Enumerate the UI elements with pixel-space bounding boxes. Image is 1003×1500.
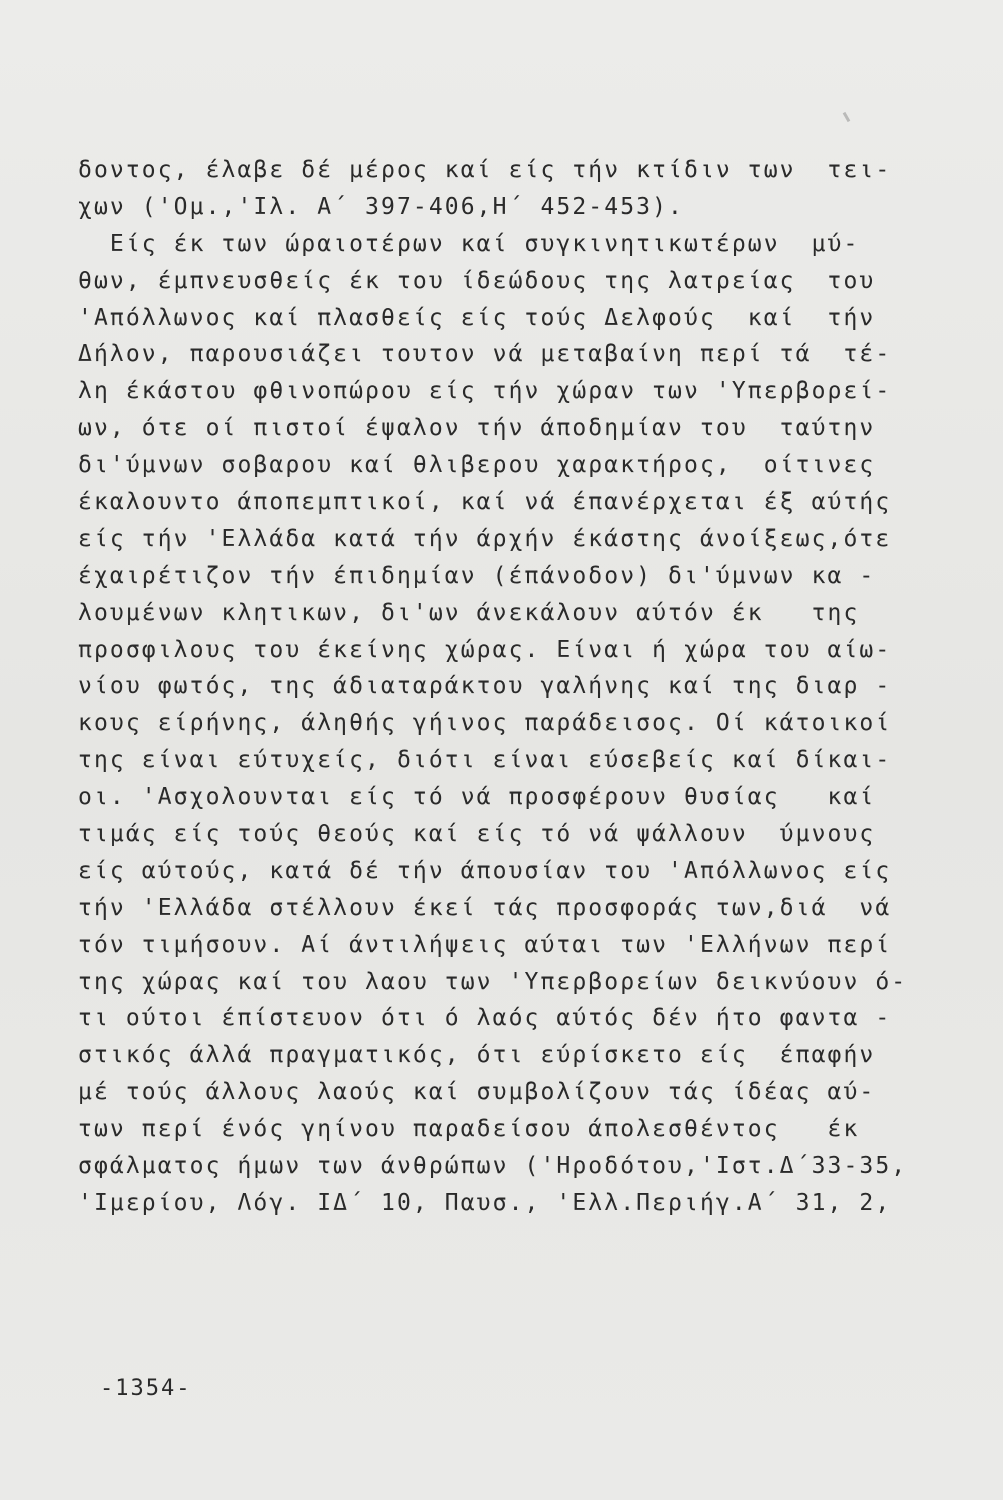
text-line-20: είς αύτούς, κατά δέ τήν άπουσίαν του 'Απόλλωνος είς <box>78 857 892 884</box>
text-line-1: δοντος, έλαβε δέ μέρος καί είς τήν κτίδιν των τει- <box>78 157 892 183</box>
text-line-24: τι ούτοι έπίστευον ότι ό λαός αύτός δέν ήτο φαντα - <box>78 1005 892 1032</box>
body-text <box>78 152 958 1222</box>
text-line-21: τήν 'Ελλάδα στέλλουν έκεί τάς προσφοράς των,διά νά <box>78 894 892 921</box>
text-line-11: είς τήν 'Ελλάδα κατά τήν άρχήν έκάστης άνοίξεως,ότε <box>78 525 892 552</box>
text-line-2: χων ('Ομ.,'Ιλ. Α΄ 397-406,Η΄ 452-453). <box>78 193 684 220</box>
text-line-26: μέ τούς άλλους λαούς καί συμβολίζουν τάς ίδέας αύ- <box>78 1079 876 1106</box>
page-number: -1354- <box>100 1376 192 1401</box>
text-line-12: έχαιρέτιζον τήν έπιδημίαν (έπάνοδον) δι'ύμνων κα - <box>78 562 876 589</box>
text-line-5: 'Απόλλωνος καί πλασθείς είς τούς Δελφούς καί τήν <box>78 304 876 331</box>
text-line-19: τιμάς είς τούς θεούς καί είς τό νά ψάλλουν ύμνους <box>78 821 876 848</box>
text-line-25: στικός άλλά πραγματικός, ότι εύρίσκετο είς έπαφήν <box>78 1042 876 1069</box>
text-line-29: 'Ιμερίου, Λόγ. ΙΔ΄ 10, Παυσ., 'Ελλ.Περιήγ.Α΄ 31, 2, <box>78 1189 892 1216</box>
text-line-22: τόν τιμήσουν. Αί άντιλήψεις αύται των 'Ελλήνων περί <box>78 931 892 958</box>
text-line-9: δι'ύμνων σοβαρου καί θλιβερου χαρακτήρος, οίτινες <box>78 452 876 479</box>
text-line-16: κους είρήνης, άληθής γήινος παράδεισος. Οί κάτοικοί <box>78 710 892 737</box>
text-line-4: θων, έμπνευσθείς έκ του ίδεώδους της λατρείας του <box>78 267 876 294</box>
text-line-18: οι. 'Ασχολουνται είς τό νά προσφέρουν θυσίας καί <box>78 784 876 811</box>
text-line-23: της χώρας καί του λαου των 'Υπερβορείων δεικνύουν ό- <box>78 968 908 995</box>
text-line-3: Είς έκ των ώραιοτέρων καί συγκινητικωτέρων μύ- <box>78 230 860 257</box>
text-line-28: σφάλματος ήμων των άνθρώπων ('Ηροδότου,'Ιστ.Δ΄33-35, <box>78 1153 908 1180</box>
text-line-15: νίου φωτός, της άδιαταράκτου γαλήνης καί της διαρ - <box>78 673 892 700</box>
text-line-14: προσφιλους του έκείνης χώρας. Είναι ή χώρα του αίω- <box>78 636 892 663</box>
text-line-13: λουμένων κλητικων, δι'ων άνεκάλουν αύτόν έκ της <box>78 599 860 626</box>
scan-speck <box>843 112 851 122</box>
text-line-17: της είναι εύτυχείς, διότι είναι εύσεβείς καί δίκαι- <box>78 747 892 774</box>
text-line-10: έκαλουντο άποπεμπτικοί, καί νά έπανέρχεται έξ αύτής <box>78 489 892 516</box>
text-line-27: των περί ένός γηίνου παραδείσου άπολεσθέντος έκ <box>78 1116 860 1143</box>
text-line-6: Δήλον, παρουσιάζει τουτον νά μεταβαίνη περί τά τέ- <box>78 341 892 368</box>
text-line-8: ων, ότε οί πιστοί έψαλον τήν άποδημίαν του ταύτην <box>78 415 876 442</box>
text-line-7: λη έκάστου φθινοπώρου είς τήν χώραν των 'Υπερβορεί- <box>78 378 892 405</box>
